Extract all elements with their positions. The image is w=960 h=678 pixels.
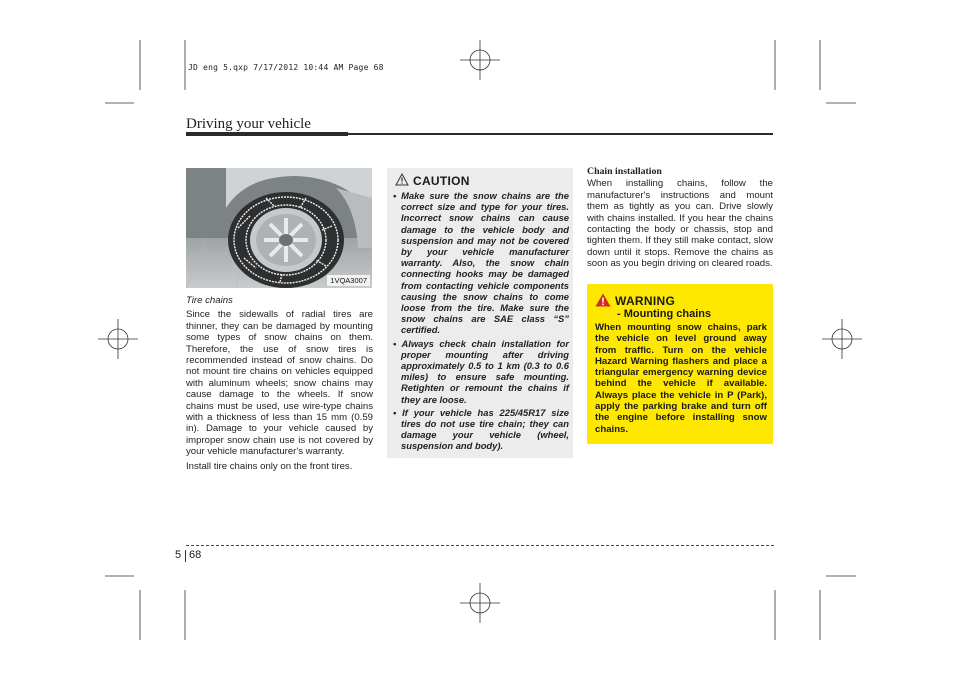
tire-chains-paragraph-2: Install tire chains only on the front tires. bbox=[186, 460, 353, 472]
chain-installation-heading: Chain installation bbox=[587, 166, 662, 177]
caution-title: CAUTION bbox=[413, 174, 470, 188]
tire-chains-heading: Tire chains bbox=[186, 295, 233, 306]
tire-chains-section bbox=[186, 295, 373, 472]
caution-box bbox=[387, 168, 573, 458]
caution-item: • If your vehicle has 225/45R17 size tires do not use tire chain; they can damage your vehicle (wheel, suspension and body). bbox=[393, 406, 569, 452]
caution-list bbox=[393, 190, 569, 454]
header-rule-thin bbox=[348, 133, 773, 135]
warning-box bbox=[587, 284, 773, 444]
footer-page-number: 68 bbox=[189, 549, 202, 561]
tire-chains-paragraph-1: Since the sidewalls of radial tires are thinner, they can be damaged by mounting some types of snow chains on them. Therefore, the use of snow tires is recommended instead of snow chains. Do not mount tire chains on vehicles equipped with aluminum wheels; snow chains may cause damage to the wheels. If snow chains must be used, use wire-type chains with a thickness of less than 15 mm (0.59 in). Damage to your vehicle caused by improper snow chain use is not covered by your vehicle manufacturer's warranty. bbox=[186, 309, 373, 458]
warning-triangle-icon bbox=[595, 293, 611, 307]
warning-subtitle: - Mounting chains bbox=[617, 308, 712, 320]
registration-target-top bbox=[460, 40, 500, 80]
figure-code: 1VQA3007 bbox=[327, 275, 370, 286]
tire-chain-illustration bbox=[186, 168, 372, 288]
footer-section-number: 5 bbox=[175, 549, 182, 561]
caution-item: • Always check chain installation for proper mounting after driving approximately 0.5 to 1 km (0.3 to 0.6 miles) to ensure safe mounting. Retighten or remount the chains if they are loose. bbox=[393, 337, 569, 405]
section-title: Driving your vehicle bbox=[186, 116, 311, 132]
footer-dashed-rule bbox=[186, 545, 774, 546]
caution-item: • Make sure the snow chains are the correct size and type for your tires. Incorrect snow chains can cause damage to the vehicle body and suspension and may not be covered by your vehicle manufacturer warranty. Also, the snow chain connecting hooks may be damaged from contacting vehicle components causing the snow chains to come loose from the tire. Make sure the snow chains are SAE class “S” certified. bbox=[393, 190, 569, 336]
header-rule-thick bbox=[186, 132, 348, 136]
registration-target-left bbox=[98, 319, 138, 359]
chain-installation-section bbox=[587, 166, 773, 270]
footer-divider bbox=[185, 550, 186, 562]
warning-body: When mounting snow chains, park the vehicle on level ground away from traffic. Turn on the vehicle Hazard Warning flashers and place a triangular emergency warning device behind the vehicle if available. Always place the vehicle in P (Park), apply the parking brake and turn off the engine before installing snow chains. bbox=[595, 322, 767, 435]
tire-chain-photo bbox=[186, 168, 372, 288]
registration-target-bottom bbox=[460, 583, 500, 623]
caution-triangle-icon bbox=[395, 173, 409, 186]
warning-title: WARNING bbox=[615, 294, 676, 308]
print-slug: JD eng 5.qxp 7/17/2012 10:44 AM Page 68 bbox=[188, 63, 384, 72]
registration-target-right bbox=[822, 319, 862, 359]
chain-installation-paragraph: When installing chains, follow the manufacturer's instructions and mount them as tightly as you can. Drive slowly with chains installed. If you hear the chains contacting the body or chassis, stop and tighten them. If they still make contact, slow down until it stops. Remove the chains as soon as you begin driving on cleared roads. bbox=[587, 178, 773, 270]
